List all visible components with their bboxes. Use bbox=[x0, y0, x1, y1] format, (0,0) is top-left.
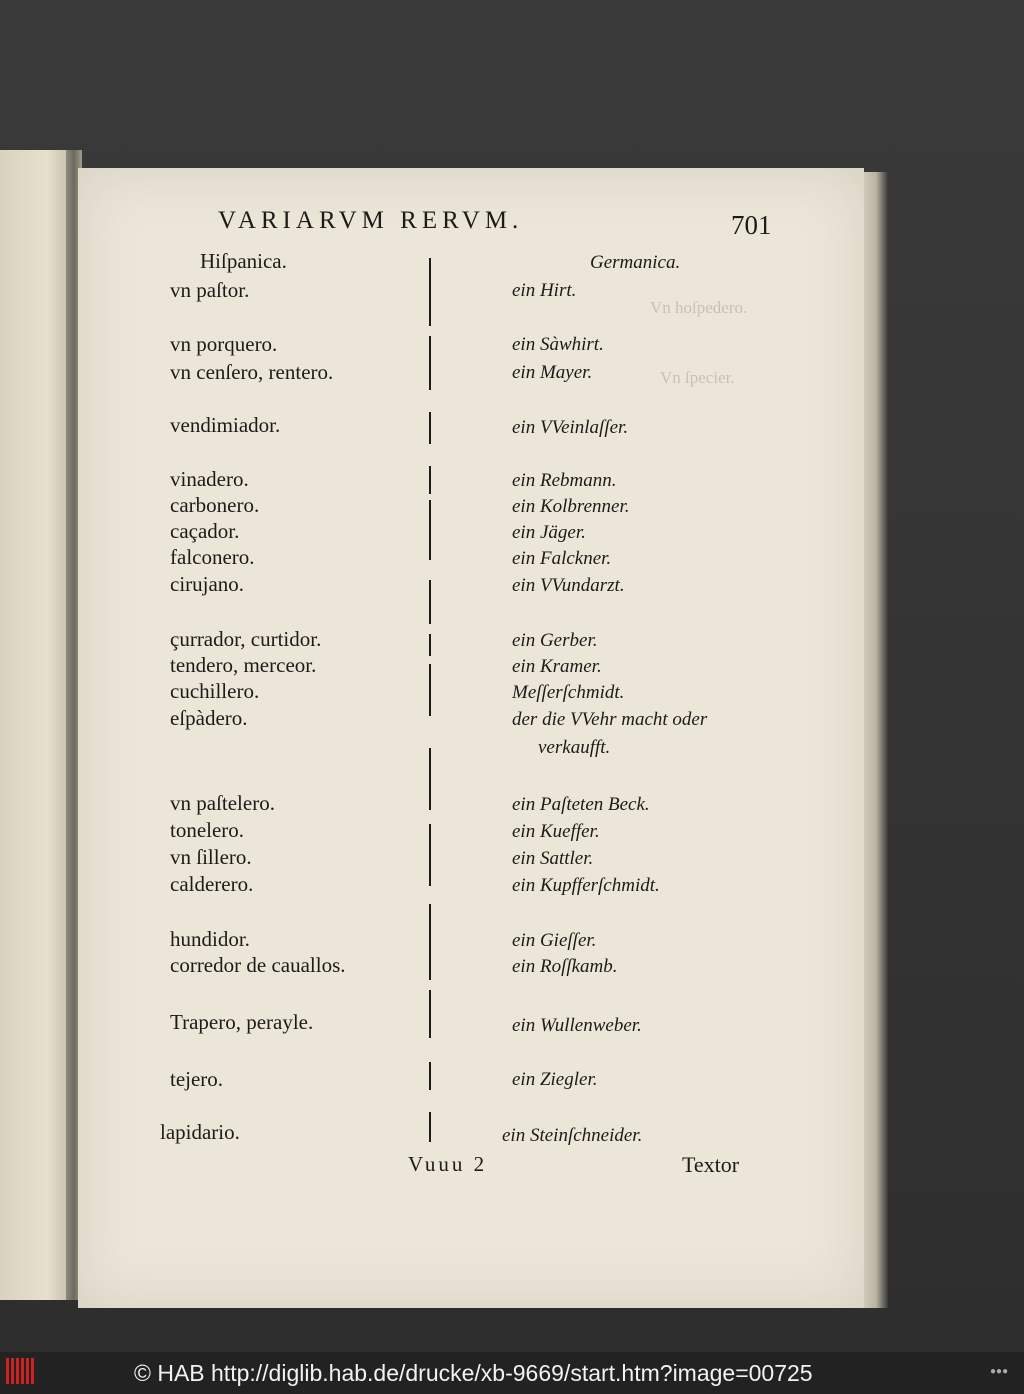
spanish-term: cuchillero. bbox=[170, 679, 260, 703]
footer-credit: © HAB http://diglib.hab.de/drucke/xb-9669/start.htm?image=00725 bbox=[134, 1360, 813, 1386]
column-divider bbox=[429, 990, 431, 1038]
spanish-term: vinadero. bbox=[170, 467, 249, 491]
spanish-term: vn paſtelero. bbox=[170, 791, 275, 815]
spanish-term: çurrador, curtidor. bbox=[170, 627, 322, 651]
column-divider bbox=[429, 824, 431, 886]
german-term: Meſſerſchmidt. bbox=[512, 682, 625, 703]
column-divider bbox=[429, 634, 431, 656]
column-divider bbox=[429, 904, 431, 980]
german-term: ein Sattler. bbox=[512, 848, 594, 869]
column-divider bbox=[429, 258, 431, 326]
german-term: ein Kupfferſchmidt. bbox=[512, 875, 660, 896]
hab-logo-icon bbox=[6, 1358, 40, 1388]
german-term: ein Paſteten Beck. bbox=[512, 794, 650, 815]
spanish-term: vendimiador. bbox=[170, 413, 281, 437]
spanish-term: falconero. bbox=[170, 545, 255, 569]
spanish-term: caçador. bbox=[170, 519, 240, 543]
column-divider bbox=[429, 336, 431, 390]
column-divider bbox=[429, 412, 431, 444]
german-term: ein Hirt. bbox=[512, 280, 577, 301]
german-term: ein VVeinlaſſer. bbox=[512, 417, 629, 438]
bleed-through: Vn ſpecier. bbox=[660, 368, 735, 387]
spanish-term: tejero. bbox=[170, 1067, 224, 1091]
german-term: ein Falckner. bbox=[512, 548, 612, 569]
running-head: VARIARVM RERVM. bbox=[218, 207, 524, 234]
spanish-term: hundidor. bbox=[170, 927, 250, 951]
spanish-term: carbonero. bbox=[170, 493, 260, 517]
spanish-term: Trapero, perayle. bbox=[170, 1010, 314, 1034]
german-term: ein Kueffer. bbox=[512, 821, 600, 842]
spanish-term: eſpàdero. bbox=[170, 706, 248, 730]
german-term: ein Gieſſer. bbox=[512, 930, 597, 951]
spanish-term: tonelero. bbox=[170, 818, 245, 842]
german-term: ein Jäger. bbox=[512, 522, 586, 543]
german-term: ein Mayer. bbox=[512, 362, 593, 383]
spanish-term: cirujano. bbox=[170, 572, 245, 596]
column-divider bbox=[429, 466, 431, 494]
german-term: ein Steinſchneider. bbox=[502, 1125, 643, 1146]
german-term: ein Wullenweber. bbox=[512, 1015, 642, 1036]
spanish-term: vn porquero. bbox=[170, 332, 278, 356]
spanish-term: tendero, merceor. bbox=[170, 653, 317, 677]
german-term: ein Kramer. bbox=[512, 656, 602, 677]
german-term-continuation: verkaufft. bbox=[538, 737, 611, 758]
spanish-term: vn cenſero, rentero. bbox=[170, 360, 334, 384]
german-term: ein Gerber. bbox=[512, 630, 598, 651]
column-divider bbox=[429, 748, 431, 810]
column-divider bbox=[429, 664, 431, 716]
dots-icon: ●●● bbox=[990, 1366, 1009, 1377]
german-term: ein Roſſkamb. bbox=[512, 956, 618, 977]
german-term: ein VVundarzt. bbox=[512, 575, 625, 596]
german-term: ein Rebmann. bbox=[512, 470, 617, 491]
german-term: ein Kolbrenner. bbox=[512, 496, 630, 517]
column-divider bbox=[429, 1062, 431, 1090]
german-term: ein Ziegler. bbox=[512, 1069, 598, 1090]
column-header-spanish: Hiſpanica. bbox=[200, 249, 287, 273]
column-divider bbox=[429, 500, 431, 560]
footer-bar bbox=[0, 1352, 1024, 1394]
bleed-through: Vn hoſpedero. bbox=[650, 298, 748, 317]
spanish-term: calderero. bbox=[170, 872, 254, 896]
spanish-term: vn paſtor. bbox=[170, 278, 250, 302]
column-divider bbox=[429, 1112, 431, 1142]
spanish-term: lapidario. bbox=[160, 1120, 240, 1144]
column-header-german: Germanica. bbox=[590, 252, 681, 273]
signature-mark: Vuuu 2 bbox=[408, 1152, 488, 1176]
german-term: der die VVehr macht oder bbox=[512, 709, 708, 730]
german-term: ein Sàwhirt. bbox=[512, 334, 604, 355]
page-number: 701 bbox=[731, 210, 772, 240]
column-divider bbox=[429, 580, 431, 624]
catchword: Textor bbox=[682, 1152, 740, 1177]
spanish-term: vn ſillero. bbox=[170, 845, 252, 869]
spanish-term: corredor de cauallos. bbox=[170, 953, 346, 977]
page-edge-shadow bbox=[864, 172, 888, 1308]
